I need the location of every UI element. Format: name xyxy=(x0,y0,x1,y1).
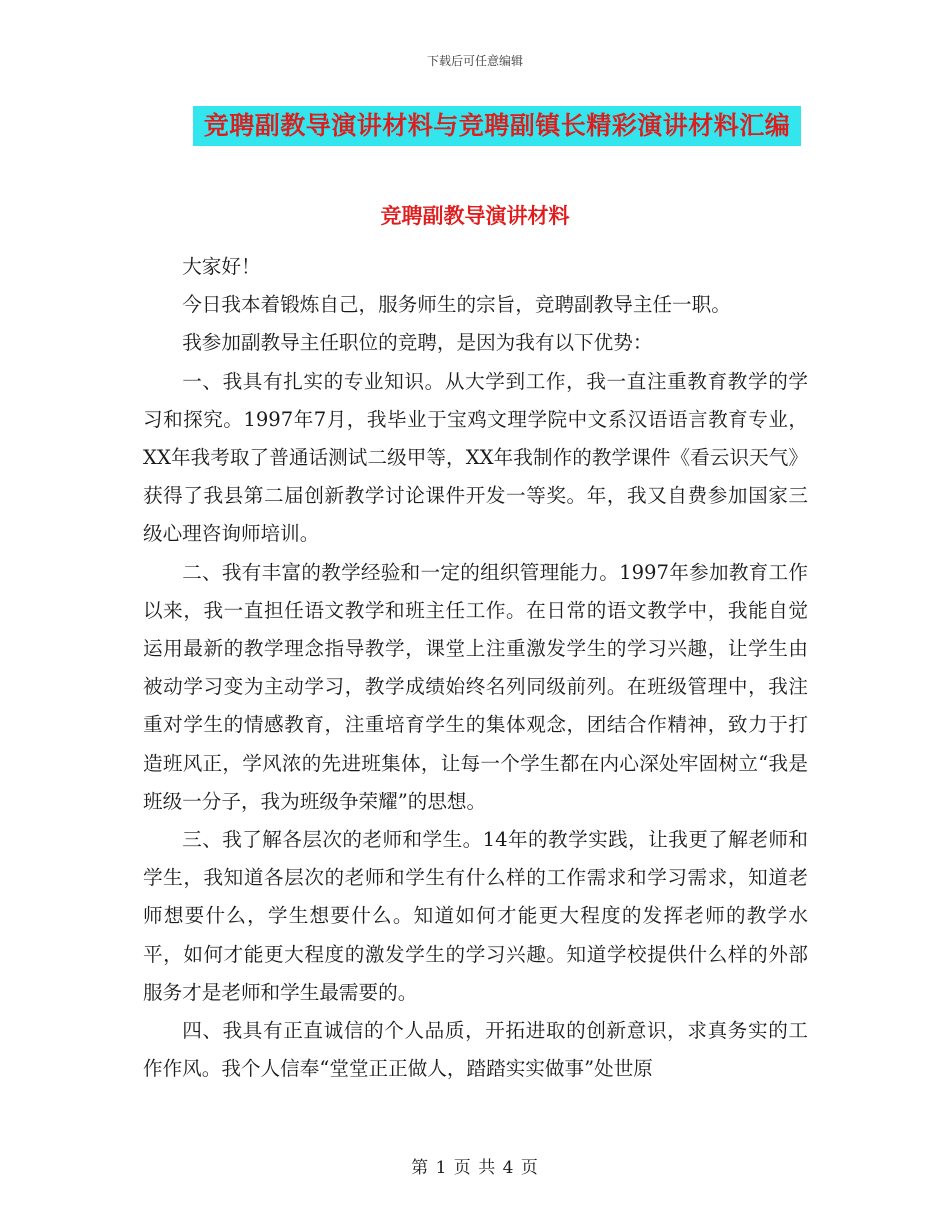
paragraph-reason: 我参加副教导主任职位的竞聘，是因为我有以下优势： xyxy=(182,331,653,355)
section-title: 竞聘副教导演讲材料 xyxy=(380,204,570,228)
paragraph-point-2: 二、我有丰富的教学经验和一定的组织管理能力。1997年参加教育工作以来，我一直担任语文教学和班主任工作。在日常的语文教学中，我能自觉运用最新的教学理念指导教学，课堂上注重激发学生的学习兴趣，让学生由被动学习变为主动学习，教学成绩始终名列同级前列。在班级管理中，我注重对学生的情感教育，注重培育学生的集体观念，团结合作精神，致力于打造班风正，学风浓的先进班集体，让每一个学生都在内心深处牢固树立“我是班级一分子，我为班级争荣耀”的思想。 xyxy=(143,560,808,813)
main-title: 竞聘副教导演讲材料与竞聘副镇长精彩演讲材料汇编 xyxy=(193,106,801,146)
paragraph-intro: 今日我本着锻炼自己，服务师生的宗旨，竞聘副教导主任一职。 xyxy=(182,293,731,317)
paragraph-greeting: 大家好！ xyxy=(182,255,261,278)
paragraph-point-4: 四、我具有正直诚信的个人品质，开拓进取的创新意识，求真务实的工作作风。我个人信奉“堂堂正正做人，踏踏实实做事”处世原 xyxy=(143,1019,808,1081)
document-body xyxy=(143,248,808,1088)
header-note: 下载后可任意编辑 xyxy=(426,54,523,68)
page-number-footer: 第 1 页 共 4 页 xyxy=(411,1158,539,1178)
paragraph-point-3: 三、我了解各层次的老师和学生。14年的教学实践，让我更了解老师和学生，我知道各层次的老师和学生有什么样的工作需求和学习需求，知道老师想要什么，学生想要什么。知道如何才能更大程度的发挥老师的教学水平，如何才能更大程度的激发学生的学习兴趣。知道学校提供什么样的外部服务才是老师和学生最需要的。 xyxy=(143,828,808,1004)
paragraph-point-1: 一、我具有扎实的专业知识。从大学到工作，我一直注重教育教学的学习和探究。1997年7月，我毕业于宝鸡文理学院中文系汉语语言教育专业，XX年我考取了普通话测试二级甲等，XX年我制作的教学课件《看云识天气》获得了我县第二届创新教学讨论课件开发一等奖。年，我又自费参加国家三级心理咨询师培训。 xyxy=(143,369,808,546)
